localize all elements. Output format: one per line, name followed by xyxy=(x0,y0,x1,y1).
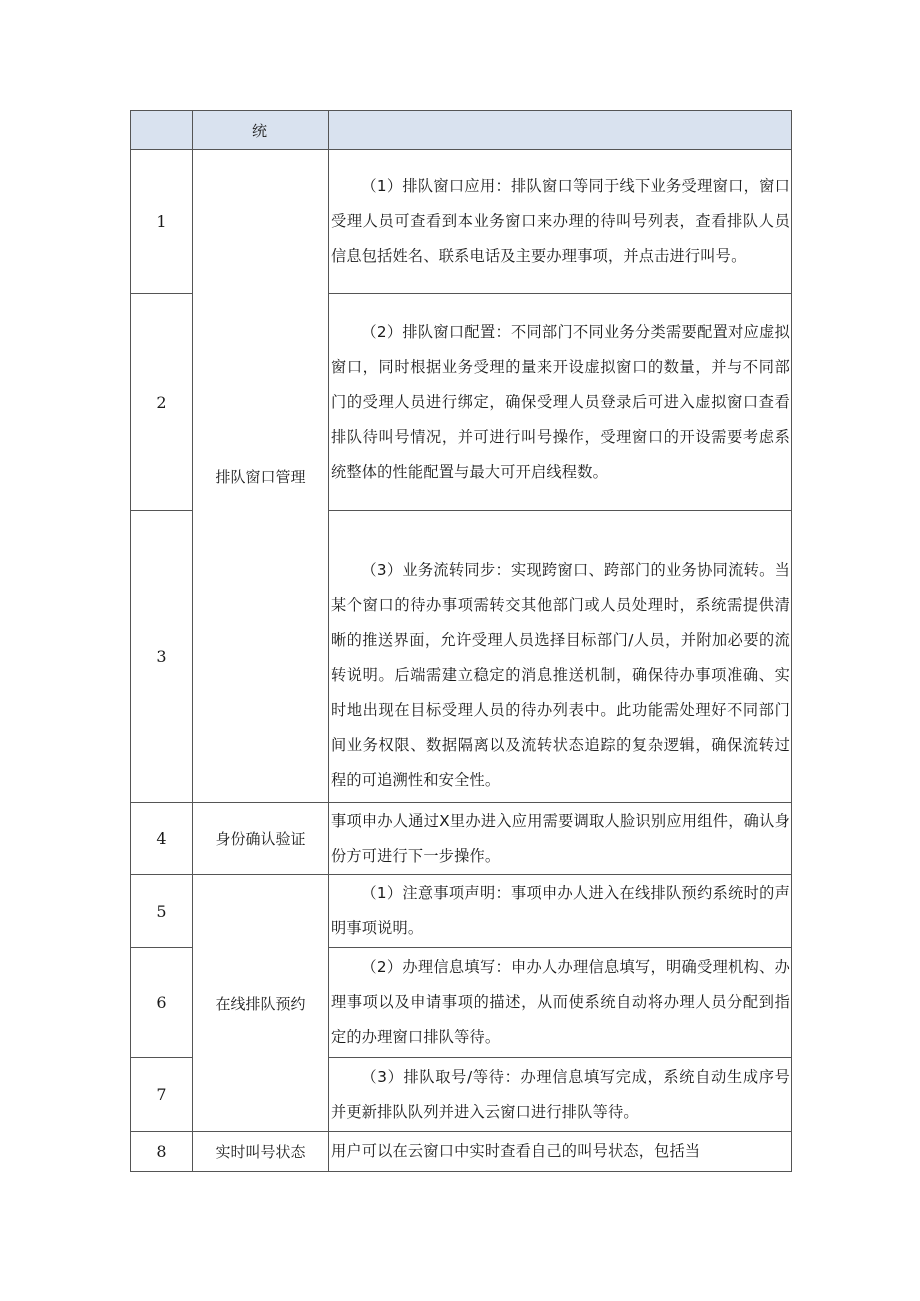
row-number: 3 xyxy=(131,511,193,803)
row-number: 6 xyxy=(131,948,193,1058)
row-description: （1）排队窗口应用：排队窗口等同于线下业务受理窗口，窗口受理人员可查看到本业务窗口来办理的待叫号列表，查看排队人员信息包括姓名、联系电话及主要办理事项，并点击进行叫号。 xyxy=(329,150,792,294)
header-cell-desc xyxy=(329,111,792,150)
row-description: （2）排队窗口配置：不同部门不同业务分类需要配置对应虚拟窗口，同时根据业务受理的量来开设虚拟窗口的数量，并与不同部门的受理人员进行绑定，确保受理人员登录后可进入虚拟窗口查看排队待叫号情况，并可进行叫号操作，受理窗口的开设需要考虑系统整体的性能配置与最大可开启线程数。 xyxy=(329,294,792,511)
table-header-row xyxy=(131,111,792,150)
row-description: 用户可以在云窗口中实时查看自己的叫号状态，包括当 xyxy=(329,1132,792,1172)
requirements-table xyxy=(130,110,792,1172)
row-description: 事项申办人通过X里办进入应用需要调取人脸识别应用组件，确认身份方可进行下一步操作。 xyxy=(329,803,792,875)
table-row xyxy=(131,875,792,948)
header-cell-name: 统 xyxy=(193,111,329,150)
row-number: 2 xyxy=(131,294,193,511)
header-cell-no xyxy=(131,111,193,150)
table-row xyxy=(131,803,792,875)
table-row xyxy=(131,150,792,294)
row-number: 8 xyxy=(131,1132,193,1172)
row-description: （3）排队取号/等待：办理信息填写完成，系统自动生成序号并更新排队队列并进入云窗口进行排队等待。 xyxy=(329,1058,792,1132)
table-row xyxy=(131,1132,792,1172)
row-number: 4 xyxy=(131,803,193,875)
row-description: （2）办理信息填写：申办人办理信息填写，明确受理机构、办理事项以及申请事项的描述，从而使系统自动将办理人员分配到指定的办理窗口排队等待。 xyxy=(329,948,792,1058)
row-description: （3）业务流转同步：实现跨窗口、跨部门的业务协同流转。当某个窗口的待办事项需转交其他部门或人员处理时，系统需提供清晰的推送界面，允许受理人员选择目标部门/人员，并附加必要的流转说明。后端需建立稳定的消息推送机制，确保待办事项准确、实时地出现在目标受理人员的待办列表中。此功能需处理好不同部门间业务权限、数据隔离以及流转状态追踪的复杂逻辑，确保流转过程的可追溯性和安全性。 xyxy=(329,511,792,803)
row-number: 1 xyxy=(131,150,193,294)
group-online-queue: 在线排队预约 xyxy=(193,875,329,1132)
row-number: 5 xyxy=(131,875,193,948)
group-queue-window-mgmt: 排队窗口管理 xyxy=(193,150,329,803)
row-number: 7 xyxy=(131,1058,193,1132)
row-description: （1）注意事项声明：事项申办人进入在线排队预约系统时的声明事项说明。 xyxy=(329,875,792,948)
group-identity-verify: 身份确认验证 xyxy=(193,803,329,875)
group-realtime-call: 实时叫号状态 xyxy=(193,1132,329,1172)
